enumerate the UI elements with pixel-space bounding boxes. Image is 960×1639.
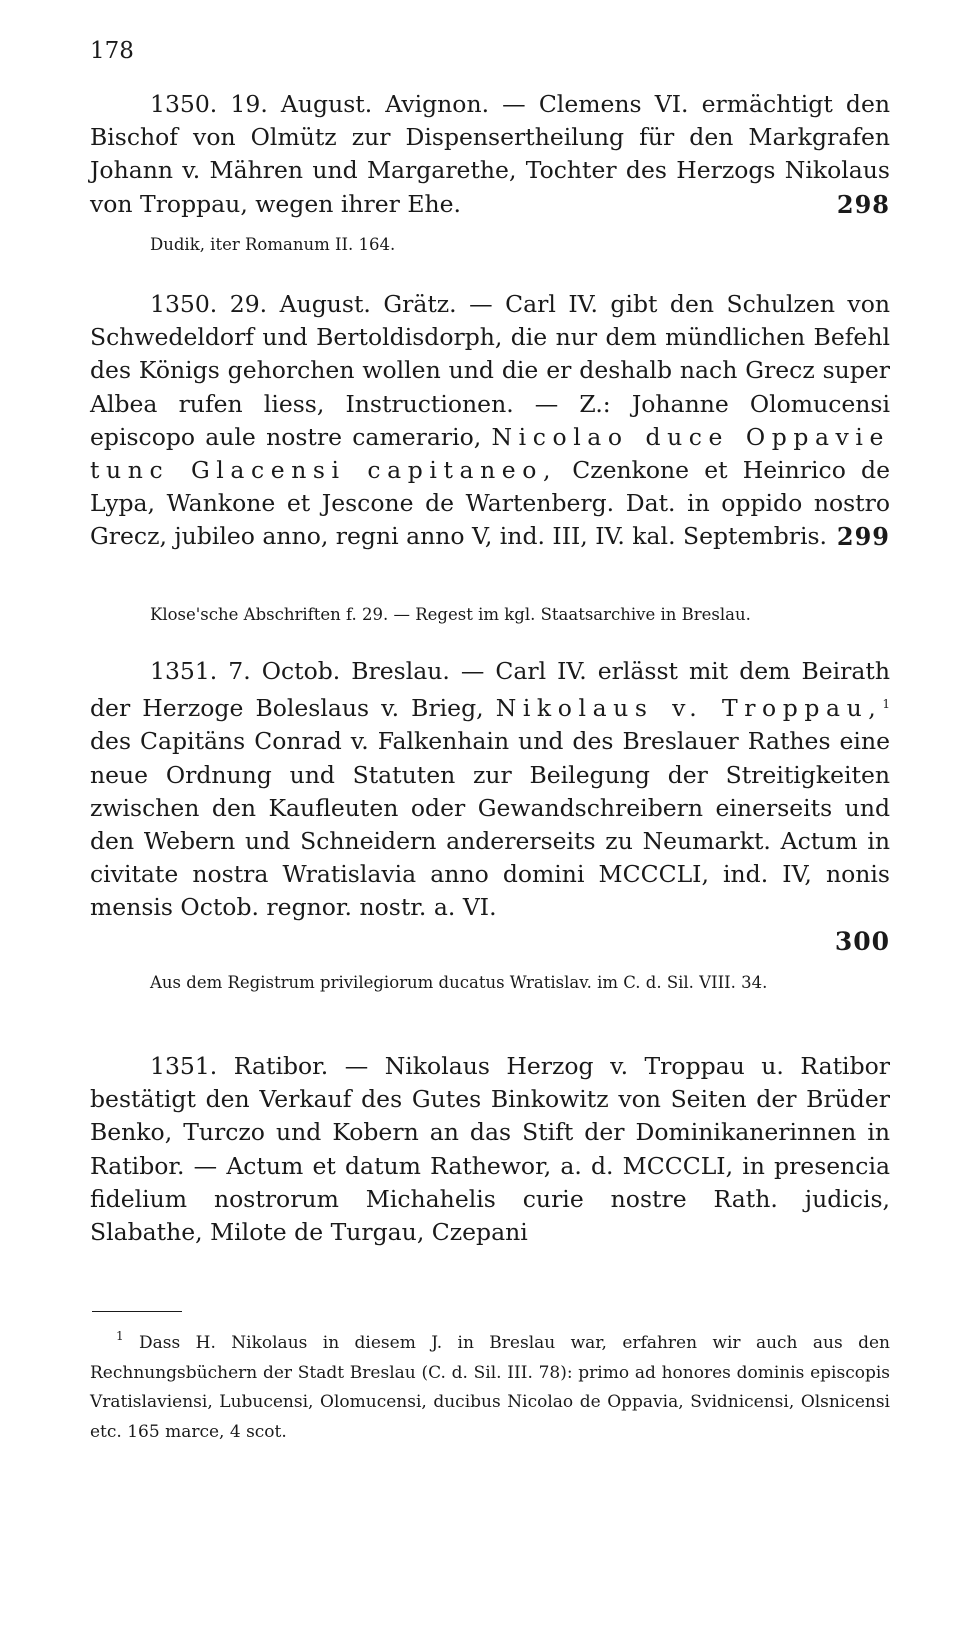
footnote-text: Dass H. Nikolaus in diesem J. in Breslau war, erfahren wir auch aus den Rechnungsbüchern der Stadt Breslau (C. d. Sil. III. 78): primo ad honores dominis episcopis Vratislaviensi, Lubucensi, Olomucensi, ducibus Nicolao de Oppavia, Svidnicensi, Olsnicensi etc. 165 marce, 4 scot. xyxy=(90,1333,890,1442)
footnote-mark: 1 xyxy=(882,697,890,712)
register-entry-298 xyxy=(90,88,890,221)
entry-text-a: 1351. 7. Octob. Breslau. — Carl IV. erlässt mit dem Beirath der Herzoge Boleslaus v. Brieg, xyxy=(90,657,890,723)
entry-number: 298 xyxy=(836,189,890,219)
entry-text: 1351. Ratibor. — Nikolaus Herzog v. Troppau u. Ratibor bestätigt den Verkauf des Gutes Binkowitz von Seiten der Brüder Benko, Turczo und Kobern an das Stift der Dominikanerinnen in Ratibor. — Actum et datum Rathewor, a. d. MCCCLI, in presencia fidelium nostrorum Michahelis curie nostre Rath. judicis, Slabathe, Milote de Turgau, Czepani xyxy=(90,1052,890,1247)
entry-number: 300 xyxy=(834,926,890,956)
register-entry-ratibor xyxy=(90,1050,890,1249)
source-text: Aus dem Registrum privilegiorum ducatus Wratislav. im C. d. Sil. VIII. 34. xyxy=(150,973,768,992)
source-text: Dudik, iter Romanum II. 164. xyxy=(150,235,396,254)
footnote-number: 1 xyxy=(116,1329,124,1343)
entry-number: 299 xyxy=(836,522,890,552)
entry-spaced-names: Nicolao duce Oppavie tunc Glacensi capitaneo, xyxy=(90,422,890,485)
source-citation-300 xyxy=(90,970,890,996)
entry-text-b: Czenkone et Heinrico de Lypa, Wankone et Jescone de Wartenberg. Dat. in oppido nostro Grecz, jubileo anno, regni anno V, ind. III, IV. kal. Septembris. xyxy=(90,456,890,551)
entry-spaced-names: Nikolaus v. Troppau, xyxy=(495,694,883,723)
source-citation-298 xyxy=(90,232,890,258)
register-entry-299 xyxy=(90,288,890,554)
register-entry-300 xyxy=(90,655,890,958)
footnote-rule xyxy=(92,1311,182,1312)
footnote xyxy=(90,1322,890,1447)
entry-text: 1350. 19. August. Avignon. — Clemens VI. ermächtigt den Bischof von Olmütz zur Dispensertheilung für den Markgrafen Johann v. Mähren und Margarethe, Tochter des Herzogs Nikolaus von Troppau, wegen ihrer Ehe. xyxy=(90,90,890,218)
entry-text-b: des Capitäns Conrad v. Falkenhain und des Breslauer Rathes eine neue Ordnung und Statuten zur Beilegung der Streitigkeiten zwischen den Kaufleuten oder Gewandschreibern einerseits und den Webern und Schneidern andererseits zu Neumarkt. Actum in civitate nostra Wratislavia anno domini MCCCLI, ind. IV, nonis mensis Octob. regnor. nostr. a. VI. xyxy=(90,727,890,922)
entry-text-a: 1350. 29. August. Grätz. — Carl IV. gibt den Schulzen von Schwedeldorf und Bertoldisdorph, die nur dem mündlichen Befehl des Königs gehorchen wollen und die er deshalb nach Grecz super Albea rufen liess, Instructionen. — Z.: Johanne Olomucensi episcopo aule nostre camerario, xyxy=(90,290,890,451)
source-text: Klose'sche Abschriften f. 29. — Regest im kgl. Staatsarchive in Breslau. xyxy=(150,605,751,624)
source-citation-299 xyxy=(90,602,890,628)
page-number: 178 xyxy=(90,38,134,64)
